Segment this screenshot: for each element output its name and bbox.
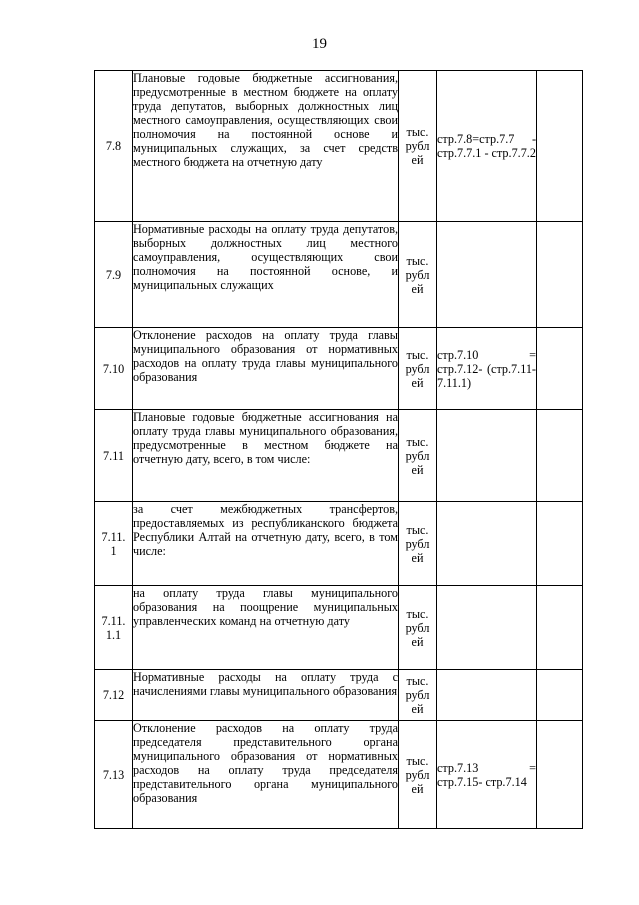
row-unit: тыс. рубл ей — [399, 670, 437, 721]
table-row — [95, 410, 583, 502]
row-value — [537, 222, 583, 328]
row-description: Плановые годовые бюджетные ассигнования, предусмотренные в местном бюджете на оплату труда депутатов, выборных должностных лиц местного самоуправления, осуществляющих свои полномочия на постоянной основе и муниципальных служащих, за счет средств местного бюджета на отчетную дату — [133, 71, 399, 222]
row-unit: тыс. рубл ей — [399, 410, 437, 502]
row-number: 7.11. 1.1 — [95, 586, 133, 670]
row-formula: стр.7.8=стр.7.7 - стр.7.7.1 - стр.7.7.2 — [437, 71, 537, 222]
row-unit: тыс. рубл ей — [399, 502, 437, 586]
row-description: за счет межбюджетных трансфертов, предоставляемых из республиканского бюджета Республики Алтай на отчетную дату, всего, в том числе: — [133, 502, 399, 586]
row-formula — [437, 670, 537, 721]
table-row — [95, 222, 583, 328]
row-number: 7.11. 1 — [95, 502, 133, 586]
row-description: Отклонение расходов на оплату труда главы муниципального образования от нормативных расходов на оплату труда главы муниципального образования — [133, 328, 399, 410]
row-value — [537, 71, 583, 222]
page-number: 19 — [312, 36, 327, 52]
table-row — [95, 502, 583, 586]
table-row — [95, 328, 583, 410]
row-value — [537, 410, 583, 502]
row-number: 7.11 — [95, 410, 133, 502]
row-value — [537, 586, 583, 670]
table-row — [95, 670, 583, 721]
row-description: Плановые годовые бюджетные ассигнования на оплату труда главы муниципального образования, предусмотренные в местном бюджете на отчетную дату, всего, в том числе: — [133, 410, 399, 502]
row-unit: тыс. рубл ей — [399, 721, 437, 829]
row-number: 7.8 — [95, 71, 133, 222]
table-row — [95, 721, 583, 829]
row-formula — [437, 502, 537, 586]
row-value — [537, 328, 583, 410]
row-formula: стр.7.10 = стр.7.12- (стр.7.11- 7.11.1) — [437, 328, 537, 410]
row-number: 7.12 — [95, 670, 133, 721]
row-value — [537, 502, 583, 586]
row-number: 7.10 — [95, 328, 133, 410]
table-row — [95, 586, 583, 670]
row-description: на оплату труда главы муниципального образования на поощрение муниципальных управленческих команд на отчетную дату — [133, 586, 399, 670]
row-number: 7.13 — [95, 721, 133, 829]
row-description: Нормативные расходы на оплату труда с начислениями главы муниципального образования — [133, 670, 399, 721]
row-value — [537, 721, 583, 829]
row-description: Нормативные расходы на оплату труда депутатов, выборных должностных лиц местного самоуправления, осуществляющих свои полномочия на постоянной основе, и муниципальных служащих — [133, 222, 399, 328]
row-formula — [437, 222, 537, 328]
row-number: 7.9 — [95, 222, 133, 328]
row-value — [537, 670, 583, 721]
row-description: Отклонение расходов на оплату труда председателя представительного органа муниципального образования от нормативных расходов на оплату труда председателя представительного органа муниципального образования — [133, 721, 399, 829]
row-unit: тыс. рубл ей — [399, 586, 437, 670]
row-unit: тыс. рубл ей — [399, 328, 437, 410]
row-formula — [437, 410, 537, 502]
table-row — [95, 71, 583, 222]
indicator-table — [94, 70, 583, 829]
row-unit: тыс. рубл ей — [399, 222, 437, 328]
row-unit: тыс. рубл ей — [399, 71, 437, 222]
row-formula: стр.7.13 = стр.7.15- стр.7.14 — [437, 721, 537, 829]
row-formula — [437, 586, 537, 670]
